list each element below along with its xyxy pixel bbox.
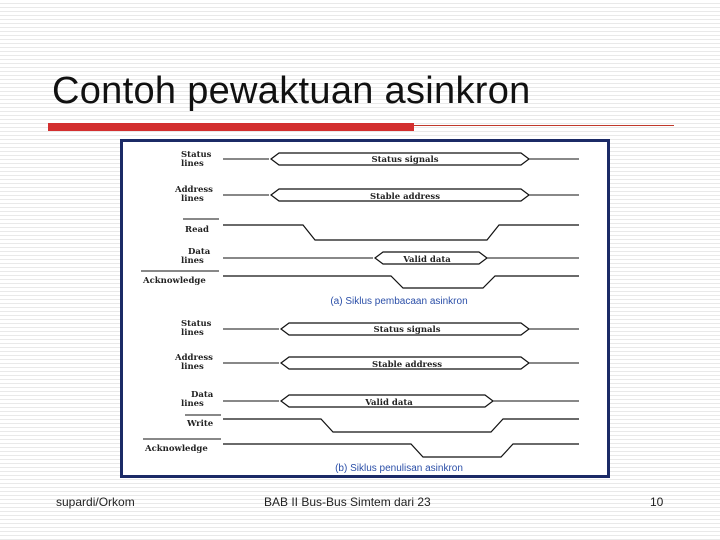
label-status-lines-a-2: lines bbox=[181, 159, 204, 169]
label-data-lines-a-1: Data bbox=[188, 247, 211, 257]
label-data-lines-a-2: lines bbox=[181, 256, 204, 266]
footer-page-number: 10 bbox=[650, 495, 664, 509]
wave-acknowledge-a bbox=[223, 276, 579, 288]
caption-read-cycle: (a) Siklus pembacaan asinkron bbox=[330, 296, 468, 307]
text-stable-address-b: Stable address bbox=[372, 360, 442, 370]
text-valid-data-a: Valid data bbox=[403, 255, 451, 265]
label-data-lines-b-1: Data bbox=[191, 390, 214, 400]
text-stable-address-a: Stable address bbox=[370, 192, 440, 202]
label-acknowledge-a: Acknowledge bbox=[143, 276, 206, 286]
slide-title: Contoh pewaktuan asinkron bbox=[52, 70, 531, 112]
footer-chapter: BAB II Bus-Bus Simtem dari 23 bbox=[264, 495, 431, 509]
wave-acknowledge-b bbox=[223, 444, 579, 457]
label-status-lines-a-1: Status bbox=[181, 150, 212, 160]
label-address-lines-b-1: Address bbox=[175, 353, 213, 363]
footer-author: supardi/Orkom bbox=[56, 495, 135, 509]
wave-write bbox=[223, 419, 579, 432]
text-status-signals-b: Status signals bbox=[373, 325, 441, 335]
wave-read bbox=[223, 225, 579, 240]
text-valid-data-b: Valid data bbox=[365, 398, 413, 408]
title-underline-accent bbox=[48, 123, 414, 131]
label-read: Read bbox=[185, 225, 209, 235]
label-data-lines-b-2: lines bbox=[181, 399, 204, 409]
label-status-lines-b-1: Status bbox=[181, 319, 212, 329]
timing-diagram bbox=[123, 142, 607, 475]
timing-diagram-figure bbox=[120, 139, 610, 478]
caption-write-cycle: (b) Siklus penulisan asinkron bbox=[335, 463, 463, 474]
label-write: Write bbox=[187, 419, 214, 429]
label-address-lines-a-1: Address bbox=[175, 185, 213, 195]
label-address-lines-b-2: lines bbox=[181, 362, 204, 372]
label-status-lines-b-2: lines bbox=[181, 328, 204, 338]
text-status-signals-a: Status signals bbox=[371, 155, 439, 165]
label-address-lines-a-2: lines bbox=[181, 194, 204, 204]
label-acknowledge-b: Acknowledge bbox=[145, 444, 208, 454]
